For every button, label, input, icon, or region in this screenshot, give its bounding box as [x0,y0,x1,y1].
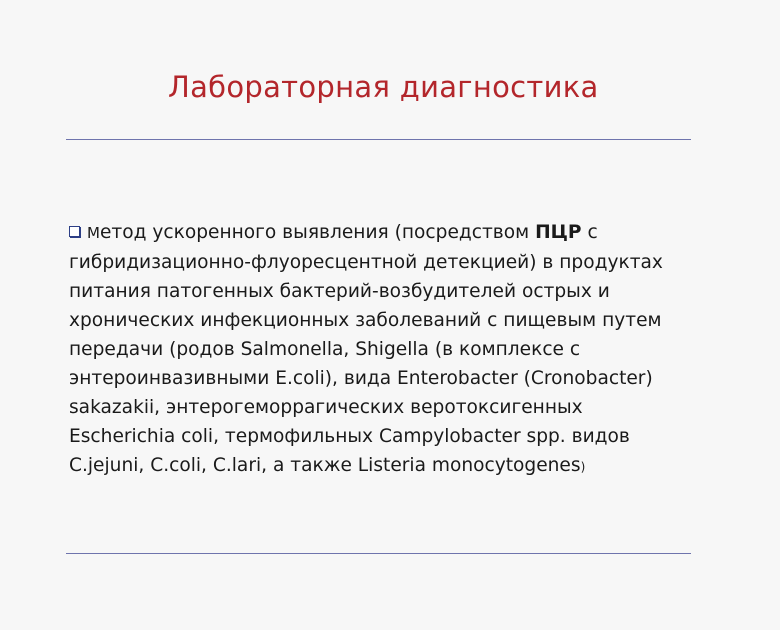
paragraph-line-6: энтероинвазивными E.coli), вида Enterobacter (Cronobacter) [69,368,653,389]
bullet-paragraph [69,218,709,482]
first-letter: М [87,224,100,242]
pcr-bold: ПЦР [535,222,582,243]
paragraph-line-4: хронических инфекционных заболеваний с пищевым путем [69,310,662,331]
paragraph-line-7: sakazakii, энтерогеморрагических веротоксигенных [69,397,583,418]
paragraph-line-5: передачи (родов Salmonella, Shigella (в комплексе с [69,339,581,360]
closing-paren: ) [580,460,586,474]
paragraph-line-3: питания патогенных бактерий-возбудителей острых и [69,281,610,302]
paragraph-line-1 [69,218,709,248]
line9-text: C.jejuni, C.coli, C.lari, а также Listeria monocytogenes [69,455,581,476]
paragraph-line-9 [69,451,709,482]
paragraph-line-8: Escherichia coli, термофильных Campylobacter spp. видов [69,426,630,447]
slide-title: Лабораторная диагностика [168,70,599,104]
line1-text: етод ускоренного выявления (посредством [99,222,536,243]
paragraph-line-2: гибридизационно-флуоресцентной детекцией) в продуктах [69,252,663,273]
square-bullet-icon [69,226,80,237]
top-divider [66,139,691,140]
line1-end: с [581,222,598,243]
bottom-divider [66,553,691,554]
